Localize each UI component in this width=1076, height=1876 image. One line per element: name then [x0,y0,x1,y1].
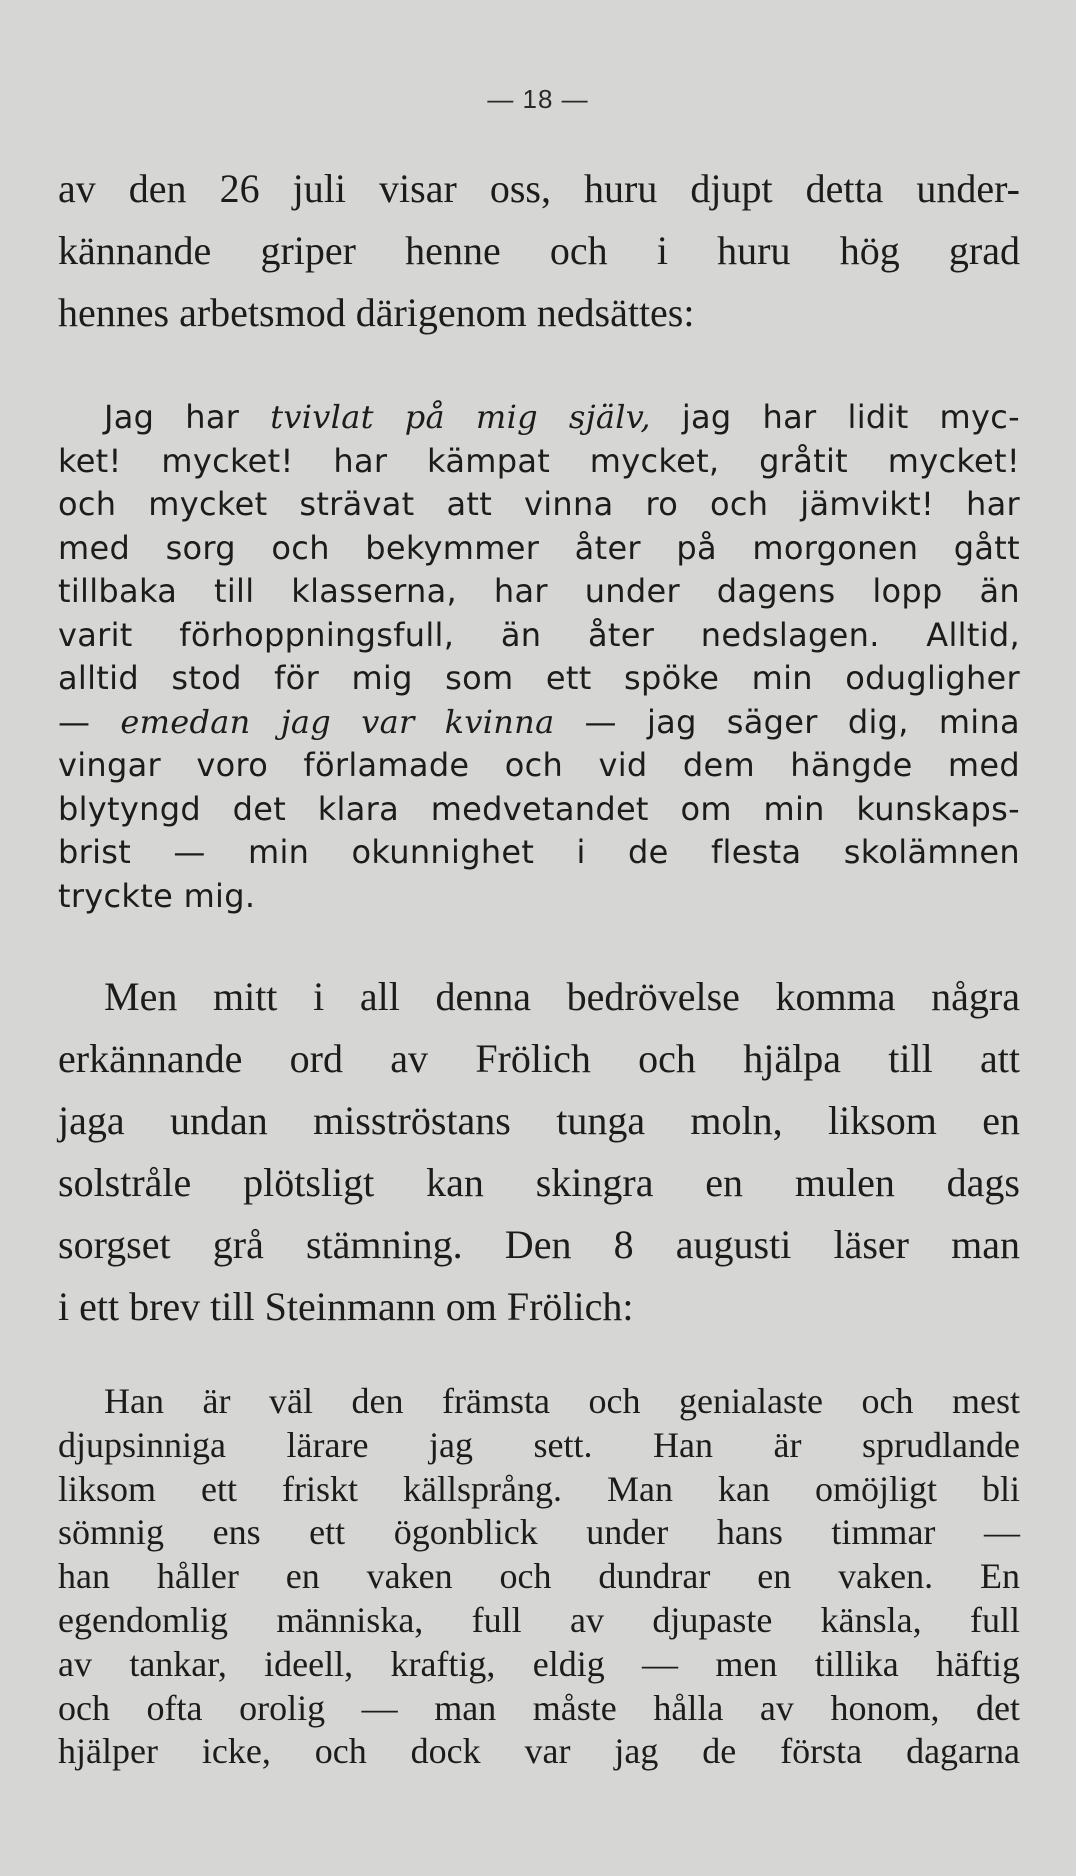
text-line: djupsinniga lärare jag sett. Han är sprudlande [58,1424,1020,1465]
text-line: jaga undan misströstans tunga moln, liksom en [58,1098,1020,1143]
text-line: i ett brev till Steinmann om Frölich: [58,1284,634,1329]
text-line: brist — min okunnighet i de flesta skolämnen [58,833,1020,871]
italic-run: tvivlat på mig själv, [270,398,651,436]
text-line: hennes arbetsmod därigenom nedsättes: [58,290,695,335]
page-number: — 18 — [487,84,589,114]
text-line: hjälper icke, och dock var jag de första dagarna [58,1731,1020,1772]
text-line: vingar voro förlamade och vid dem hängde med [58,746,1020,784]
text-line: egendomlig människa, full av djupaste känsla, full [58,1599,1020,1640]
text-run: jag har lidit myc- [650,398,1021,436]
text-line: alltid stod för mig som ett spöke min odugligher [58,659,1020,697]
text-line: med sorg och bekymmer åter på morgonen gått [58,528,1020,567]
text-line [58,701,1020,745]
text-line: av tankar, ideell, kraftig, eldig — men tillika häftig [58,1643,1020,1684]
text-line: Men mitt i all denna bedrövelse komma några [104,974,1020,1019]
text-run: — [58,702,121,741]
text-run: Jag har [104,398,271,436]
text-line: och mycket strävat att vinna ro och jämvikt! har [58,485,1020,523]
text-line: tillbaka till klasserna, har under dagens lopp än [58,572,1020,610]
text-line: kännande griper henne och i huru hög grad [58,228,1020,273]
italic-run: emedan jag var kvinna [120,702,555,741]
quote-letter-august [58,1380,1020,1774]
text-line: blytyngd det klara medvetandet om min kunskaps- [58,789,1020,828]
text-line [58,396,1020,440]
text-line: av den 26 juli visar oss, huru djupt detta under- [58,166,1020,211]
text-line: sömnig ens ett ögonblick under hans timmar — [58,1512,1020,1553]
text-line: Han är väl den främsta och genialaste och mest [104,1381,1020,1421]
quote-letter-july [58,396,1020,918]
text-line: ket! mycket! har kämpat mycket, gråtit mycket! [58,441,1020,480]
text-line: och ofta orolig — man måste hålla av honom, det [58,1687,1020,1728]
text-line: han håller en vaken och dundrar en vaken. En [58,1556,1020,1597]
paragraph-frolich [58,966,1020,1338]
text-line: solstråle plötsligt kan skingra en mulen dags [58,1160,1020,1205]
text-line: erkännande ord av Frölich och hjälpa till att [58,1036,1020,1081]
text-line: sorgset grå stämning. Den 8 augusti läser man [58,1222,1020,1267]
text-line: liksom ett friskt källsprång. Man kan omöjligt bli [58,1468,1020,1509]
text-run: — jag säger dig, mina [554,702,1020,741]
text-line: tryckte mig. [58,876,256,915]
paragraph-intro [58,158,1020,344]
text-line: varit förhoppningsfull, än åter nedslagen. Alltid, [58,615,1020,654]
